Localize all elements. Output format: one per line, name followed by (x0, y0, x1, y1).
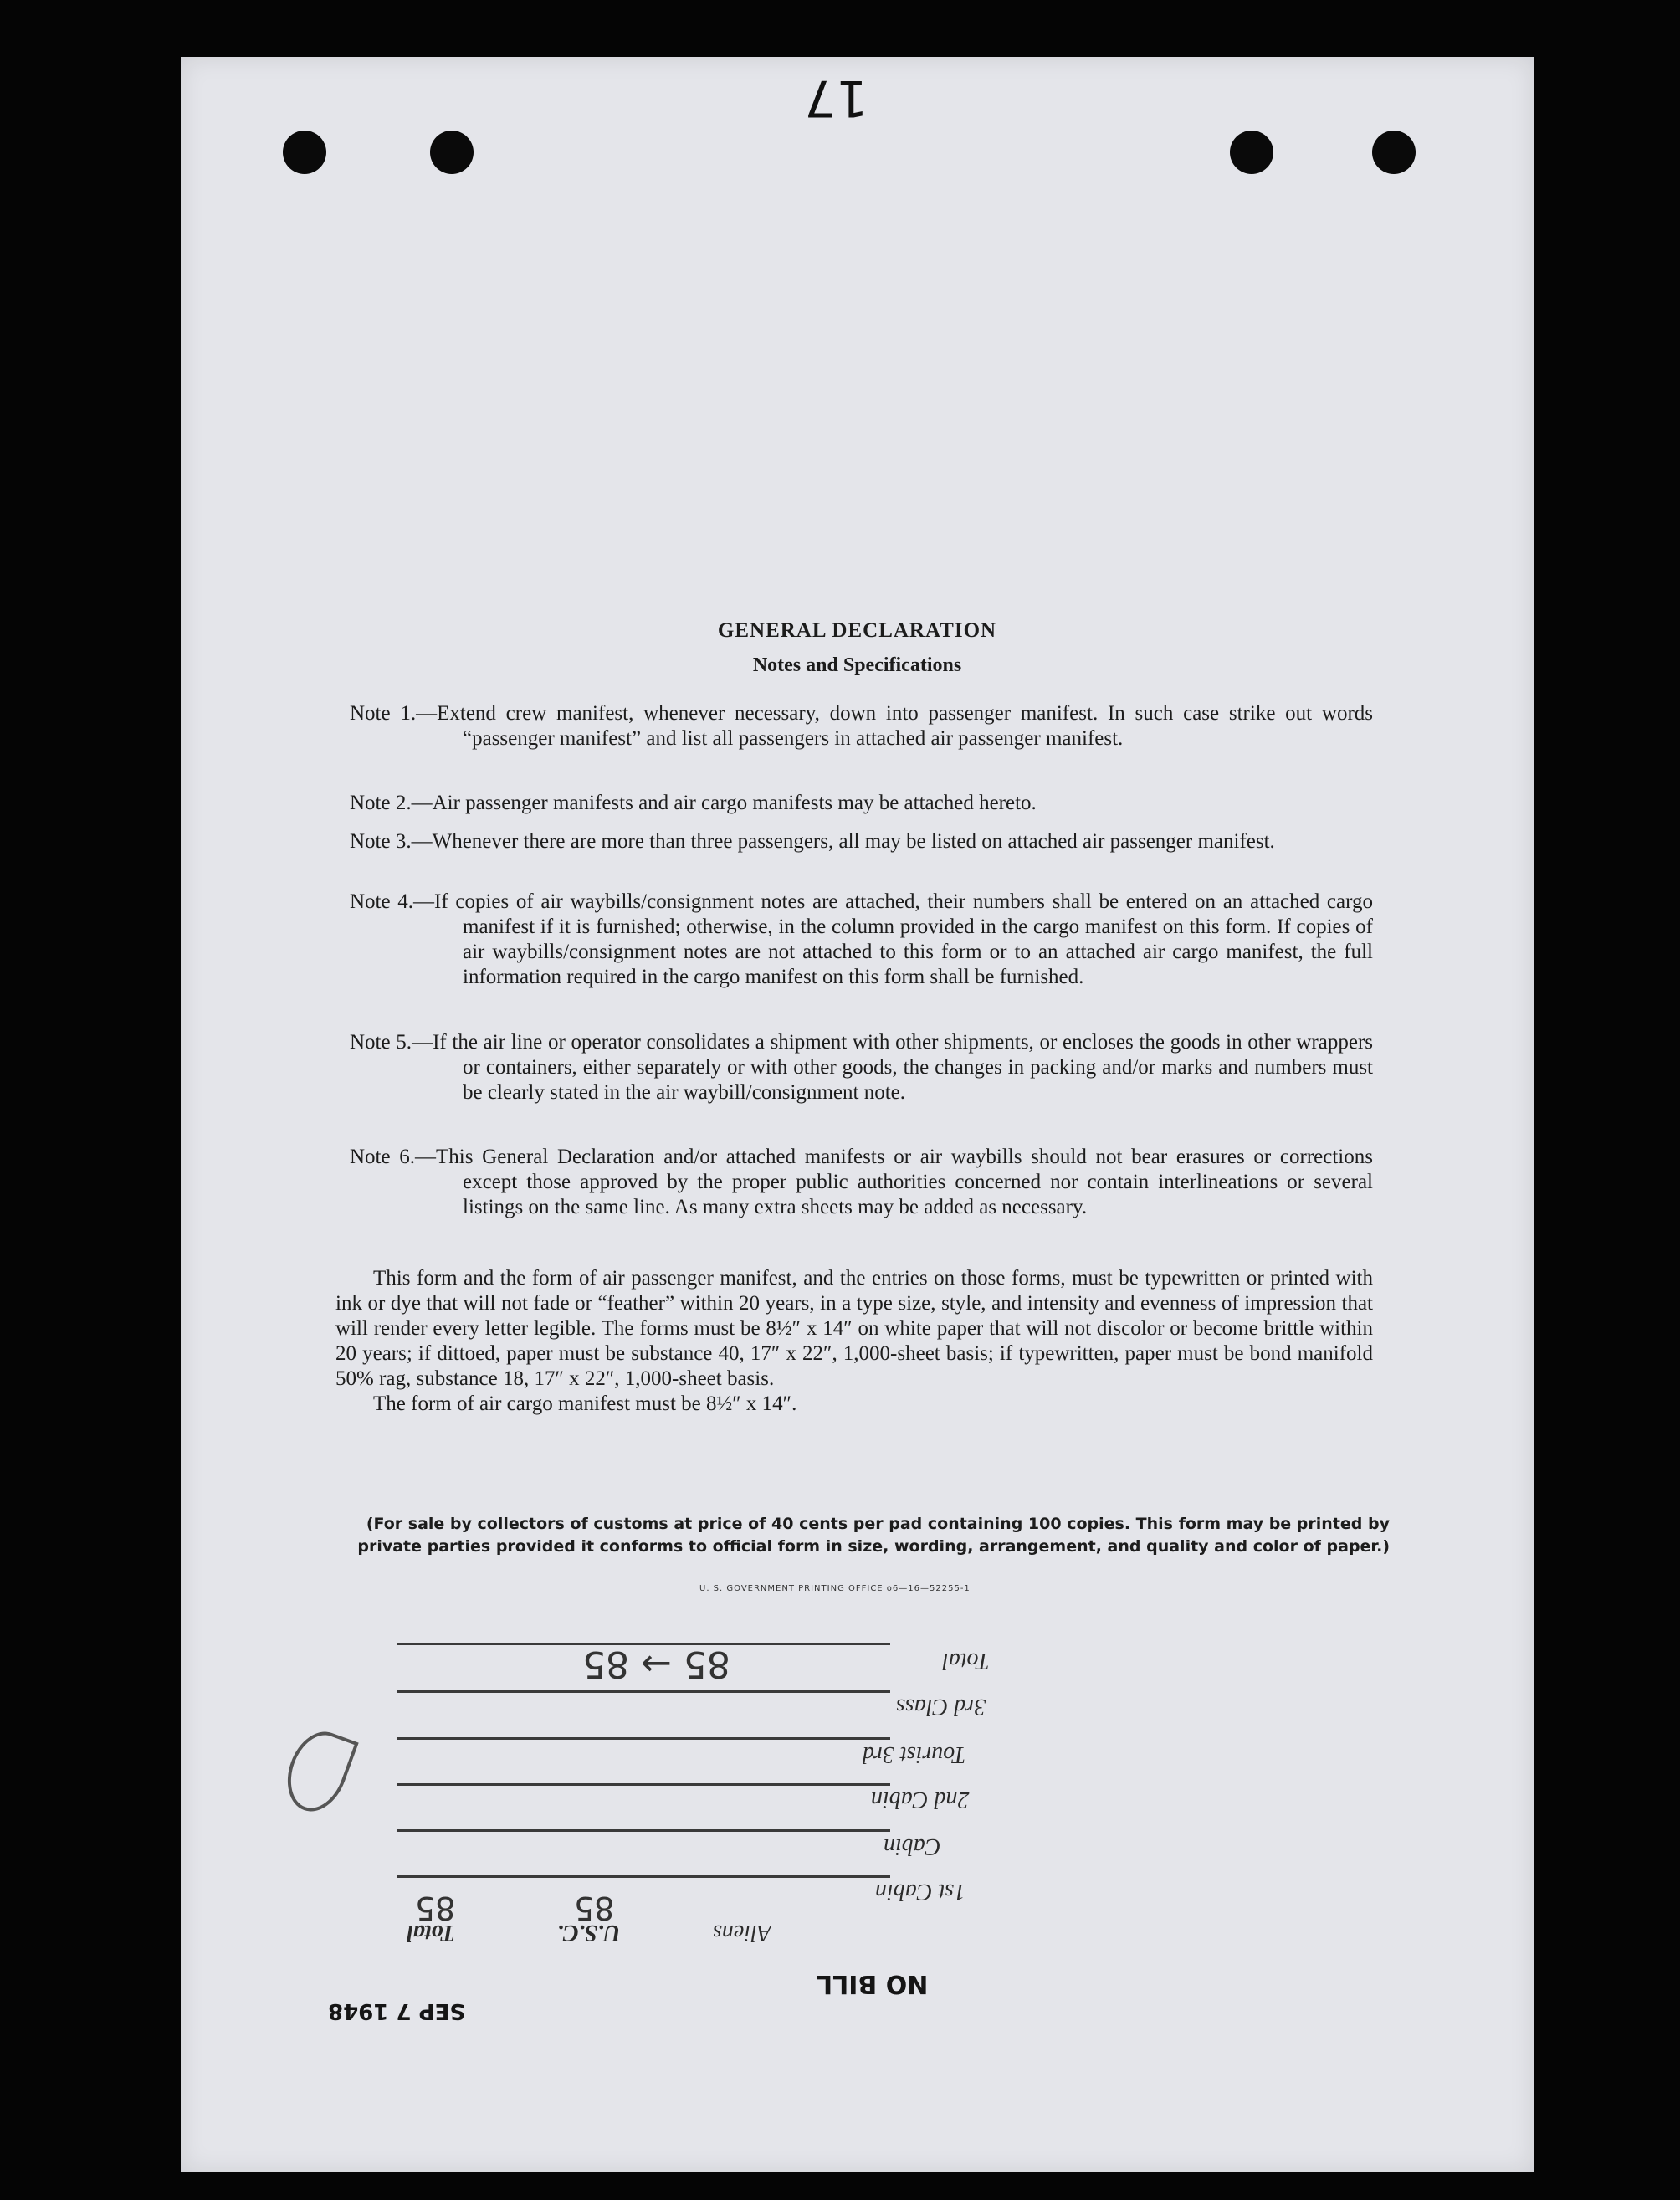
tally-rule (397, 1875, 890, 1878)
no-bill-stamp: NO BILL (817, 1969, 929, 1998)
handwritten-top-marks: 17 (804, 69, 868, 127)
note-text: —If the air line or operator consolidates a shipment with other shipments, or encloses the goods in other wrappers or containers, either separately or with other goods, the changes in packing and/or marks and numbers must be clearly stated in the air waybill/consignment note. (412, 1031, 1373, 1104)
note-text: —If copies of air waybills/consignment notes are attached, their numbers shall be entered on an attached cargo manifest if it is furnished; otherwise, in the column provided in the cargo manifest on this form. If copies of air waybills/consignment notes are not attached to this form or to an attached air cargo manifest, the full information required in the cargo manifest on this form shall be furnished. (413, 890, 1373, 988)
tally-column-label: Total (407, 1920, 456, 1946)
document-page (181, 57, 1534, 2172)
note-text: —Whenever there are more than three passengers, all may be listed on attached air passenger manifest. (411, 830, 1275, 853)
printer-line: U. S. GOVERNMENT PRINTING OFFICE o6—16—52255-1 (699, 1584, 971, 1593)
handwritten-letter (277, 1723, 358, 1819)
note-label: Note 6. (350, 1146, 416, 1168)
punch-hole (430, 131, 474, 174)
note-text: —This General Declaration and/or attached manifests or air waybills should not bear erasures or corrections except those approved by the proper public authorities concerned nor contain interlineations or several listings on the same line. As many extra sheets may be added as necessary. (415, 1146, 1373, 1218)
tally-rule (397, 1690, 890, 1693)
note-2 (335, 791, 1373, 816)
note-6 (335, 1145, 1373, 1220)
tally-rule (397, 1829, 890, 1832)
note-5 (335, 1030, 1373, 1105)
handwritten-total: 85 → 85 (582, 1643, 730, 1685)
tally-row-label: Cabin (884, 1833, 941, 1859)
tally-row-label: 3rd Class (896, 1694, 986, 1720)
handwritten-total-col: 85 (415, 1890, 456, 1926)
handwritten-usc: 85 (574, 1890, 615, 1926)
tally-rule (397, 1783, 890, 1786)
date-stamp: SEP 7 1948 (328, 1998, 466, 2023)
note-label: Note 4. (350, 890, 414, 913)
note-text: —Air passenger manifests and air cargo manifests may be attached hereto. (411, 792, 1037, 814)
note-label: Note 2. (350, 792, 412, 814)
note-text: —Extend crew manifest, whenever necessary, down into passenger manifest. In such case strike out words “passenger manifest” and list all passengers in attached air passenger manifest. (416, 702, 1373, 750)
form-specification (335, 1266, 1373, 1417)
tally-row-label: 1st Cabin (875, 1879, 966, 1905)
note-1 (335, 701, 1373, 751)
cargo-manifest-size: The form of air cargo manifest must be 8½″ x 14″. (373, 1392, 797, 1415)
punch-hole (283, 131, 326, 174)
note-label: Note 1. (350, 702, 417, 725)
page-title: GENERAL DECLARATION (717, 619, 997, 642)
specification-paragraph: This form and the form of air passenger manifest, and the entries on those forms, must be typewritten or printed with ink or dye that will not fade or “feather” within 20 years, in a type size, style, and intensity and evenness of impression that will render every letter legible. The forms must be 8½″ x 14″ on white paper that will not discolor or become brittle within 20 years; if dittoed, paper must be substance 40, 17″ x 22″, 1,000-sheet basis; if typewritten, paper must be bond manifold 50% rag, substance 18, 17″ x 22″, 1,000-sheet basis. (335, 1267, 1373, 1390)
note-label: Note 5. (350, 1031, 412, 1054)
tally-column-label: Aliens (713, 1920, 771, 1946)
sale-notice: (For sale by collectors of customs at price of 40 cents per pad containing 100 copies. This form may be printed by private parties provided it conforms to official form in size, wording, arrangement, and quality and color of paper.) (357, 1515, 1390, 1556)
punch-hole (1230, 131, 1273, 174)
tally-rule (397, 1737, 890, 1740)
note-label: Note 3. (350, 830, 412, 853)
punch-hole (1372, 131, 1416, 174)
note-3 (335, 829, 1373, 854)
note-4 (335, 890, 1373, 990)
tally-row-label: Tourist 3rd (863, 1741, 966, 1767)
tally-column-label: U.S.C. (557, 1920, 621, 1946)
tally-row-label: Total (942, 1648, 990, 1674)
tally-row-label: 2nd Cabin (871, 1787, 970, 1813)
page-subtitle: Notes and Specifications (752, 654, 962, 676)
